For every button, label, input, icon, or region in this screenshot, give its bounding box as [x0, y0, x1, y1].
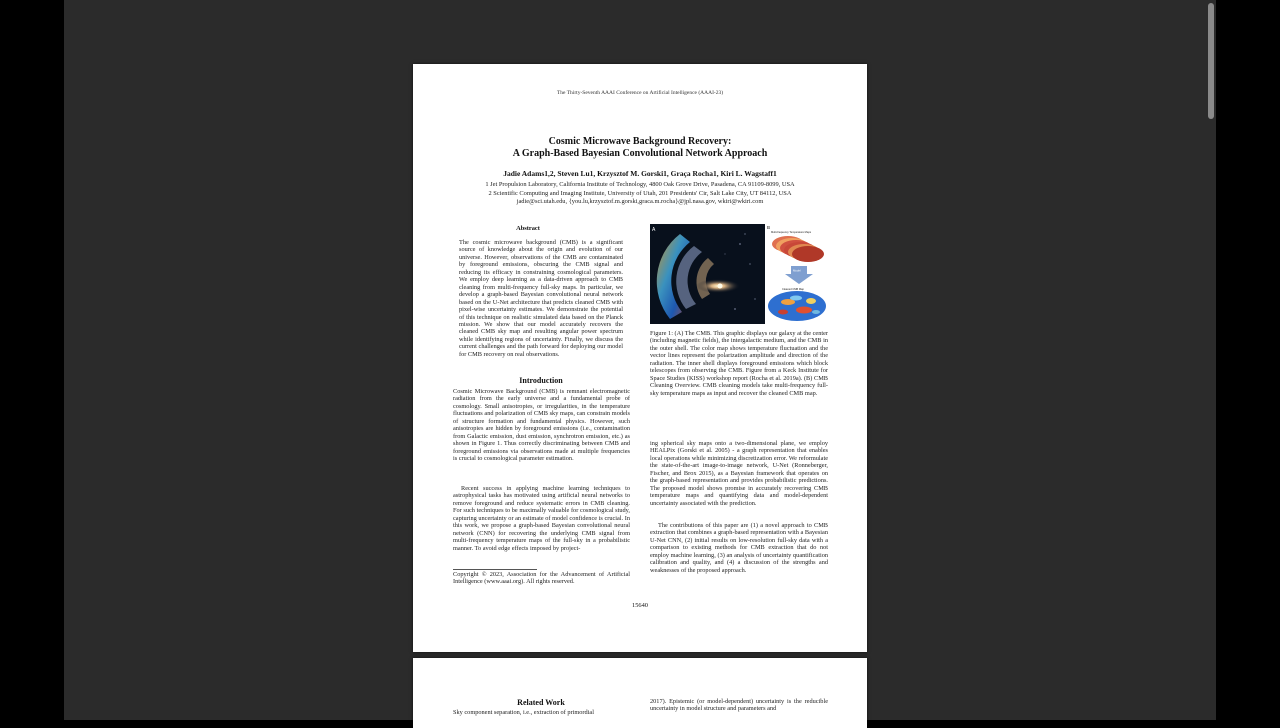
figure-1b-cleaning-overview — [766, 224, 829, 324]
right-paragraph-1: ing spherical sky maps onto a two-dimensional plane, we employ HEALPix (Gorski et al. 2005) - a graph representation that enables local operations while minimizing discretization error. We reformulate the state-of-the-art image-to-image network, U-Net (Ronneberger, Fischer, and Brox 2015), as a Bayesian framework that operates on the graph-based representation and provides probabilistic predictions. The proposed model shows promise in accurately recovering CMB temperature maps and quantifying data and model-dependent uncertainty associated with the prediction. — [650, 440, 828, 507]
figure-1a-cmb-graphic — [650, 224, 765, 324]
cleaning-diagram — [766, 224, 829, 324]
model-arrow — [785, 266, 813, 284]
author-list: Jadie Adams1,2, Steven Lu1, Krzysztof M. Gorski1, Graça Rocha1, Kiri L. Wagstaff1 — [503, 169, 777, 178]
abstract-heading: Abstract — [516, 225, 540, 232]
intro-paragraph-1: Cosmic Microwave Background (CMB) is remnant electromagnetic radiation from the early universe and a fundamental probe of cosmology. Small anisotropies, or irregularities, in the temperature fluctuations and polarization of CMB sky maps, can constrain models of structure formation and fundamental physics. However, such anisotropies are hidden by foreground emissions (i.e., contamination from Galactic emission, dust emission, synchrotron emission, etc.) as shown in Figure 1. Thus correctly discriminating between CMB and foreground emissions via observations made at multiple frequencies is crucial to cosmological parameter estimation. — [453, 388, 630, 463]
copyright-notice: Copyright © 2023, Association for the Advancement of Artificial Intelligence (www.aaai.org). All rights reserved. — [453, 571, 630, 586]
conference-header: The Thirty-Seventh AAAI Conference on Artificial Intelligence (AAAI-23) — [556, 90, 724, 96]
introduction-heading: Introduction — [519, 376, 563, 385]
figure-a-letter: A — [652, 227, 656, 233]
affiliation-1: 1 Jet Propulsion Laboratory, California Institute of Technology, 4800 Oak Grove Drive, Pasadena, CA 91109-8099, USA — [485, 181, 795, 188]
page-number: 15640 — [632, 602, 648, 609]
pdf-page-1 — [413, 64, 867, 652]
frequency-map-stack — [772, 236, 824, 262]
paper-title — [413, 136, 867, 160]
abstract-text: The cosmic microwave background (CMB) is a significant source of knowledge about the origin and evolution of our universe. However, observations of the CMB are contaminated by foreground emissions, obscuring the CMB signal and reducing its efficacy in constraining cosmological parameters. We employ deep learning as a data-driven approach to CMB cleaning from multi-frequency full-sky maps. In particular, we develop a graph-based Bayesian convolutional neural network based on the U-Net architecture that predicts cleaned CMB with pixel-wise uncertainty estimates. We demonstrate the potential of this technique on realistic simulated data based on the Planck mission. We show that our model accurately recovers the cleaned CMB sky map and resulting angular power spectrum while identifying regions of uncertainty. Finally, we discuss the current challenges and the path forward for deploying our model for CMB recovery on real observations. — [459, 239, 623, 358]
intro-paragraph-2: Recent success in applying machine learning techniques to astrophysical tasks has motivated using artificial neural networks to remove foreground and reduce systematic errors in CMB cleaning. For such techniques to be maximally valuable for cosmological study, capturing uncertainty or an estimate of model confidence is crucial. In this work, we propose a graph-based Bayesian convolutional neural network (CNN) for recovering the underlying CMB signal from multi-frequency temperature maps of the full-sky in a probabilistic manner. To avoid edge effects imposed by project- — [453, 485, 630, 552]
scrollbar-thumb[interactable] — [1208, 3, 1214, 119]
cleaned-cmb-label: Cleaned CMB Map — [782, 288, 804, 291]
related-work-text: Sky component separation, i.e., extraction of primordial — [453, 709, 594, 716]
pdf-page-2 — [413, 658, 867, 728]
figure-1-caption: Figure 1: (A) The CMB. This graphic displays our galaxy at the center (including magnetic fields), the intergalactic medium, and the CMB in the outer shell. The color map shows temperature fluctuation and the vector lines represent the polarization amplitude and direction of the radiation. The inner shell displays foreground emissions which block telescopes from observing the CMB. Figure from a Keck Institute for Space Studies (KISS) workshop report (Rocha et al. 2019a). (B) CMB Cleaning Overview. CMB cleaning models take multi-frequency full-sky temperature maps as input and recover the cleaned CMB map. — [650, 330, 828, 397]
footnote-rule — [453, 569, 537, 570]
affiliation-2: 2 Scientific Computing and Imaging Institute, University of Utah, 201 Presidents' Cir, Salt Lake City, UT 84112, USA — [488, 189, 792, 197]
model-arrow-label: Model — [793, 268, 801, 273]
title-line-1: Cosmic Microwave Background Recovery: — [548, 136, 732, 147]
cleaned-cmb-map — [768, 291, 826, 321]
title-line-2: A Graph-Based Bayesian Convolutional Network Approach — [512, 148, 768, 159]
figure-b-letter: B — [767, 225, 771, 230]
page2-right-column-text: 2017). Epistemic (or model-dependent) uncertainty is the reducible uncertainty in model structure and parameters and — [650, 698, 828, 713]
author-emails: jadie@sci.utah.edu, {you.lu,krzysztof.m.gorski,graca.m.rocha}@jpl.nasa.gov, wkiri@wkiri.com — [516, 198, 764, 205]
related-work-heading: Related Work — [517, 698, 565, 707]
contributions-paragraph: The contributions of this paper are (1) a novel approach to CMB extraction that combines a graph-based representation with a Bayesian U-Net CNN, (2) initial results on low-resolution full-sky data with a comparison to existing methods for CMB extraction that do not employ machine learning, (3) an analysis of uncertainty quantification calibration and quality, and (4) a discussion of the strengths and weaknesses of the proposed approach. — [650, 522, 828, 574]
multi-frequency-label: Multi-frequency Temperature Maps — [771, 231, 812, 234]
cmb-shell-illustration — [650, 224, 765, 324]
